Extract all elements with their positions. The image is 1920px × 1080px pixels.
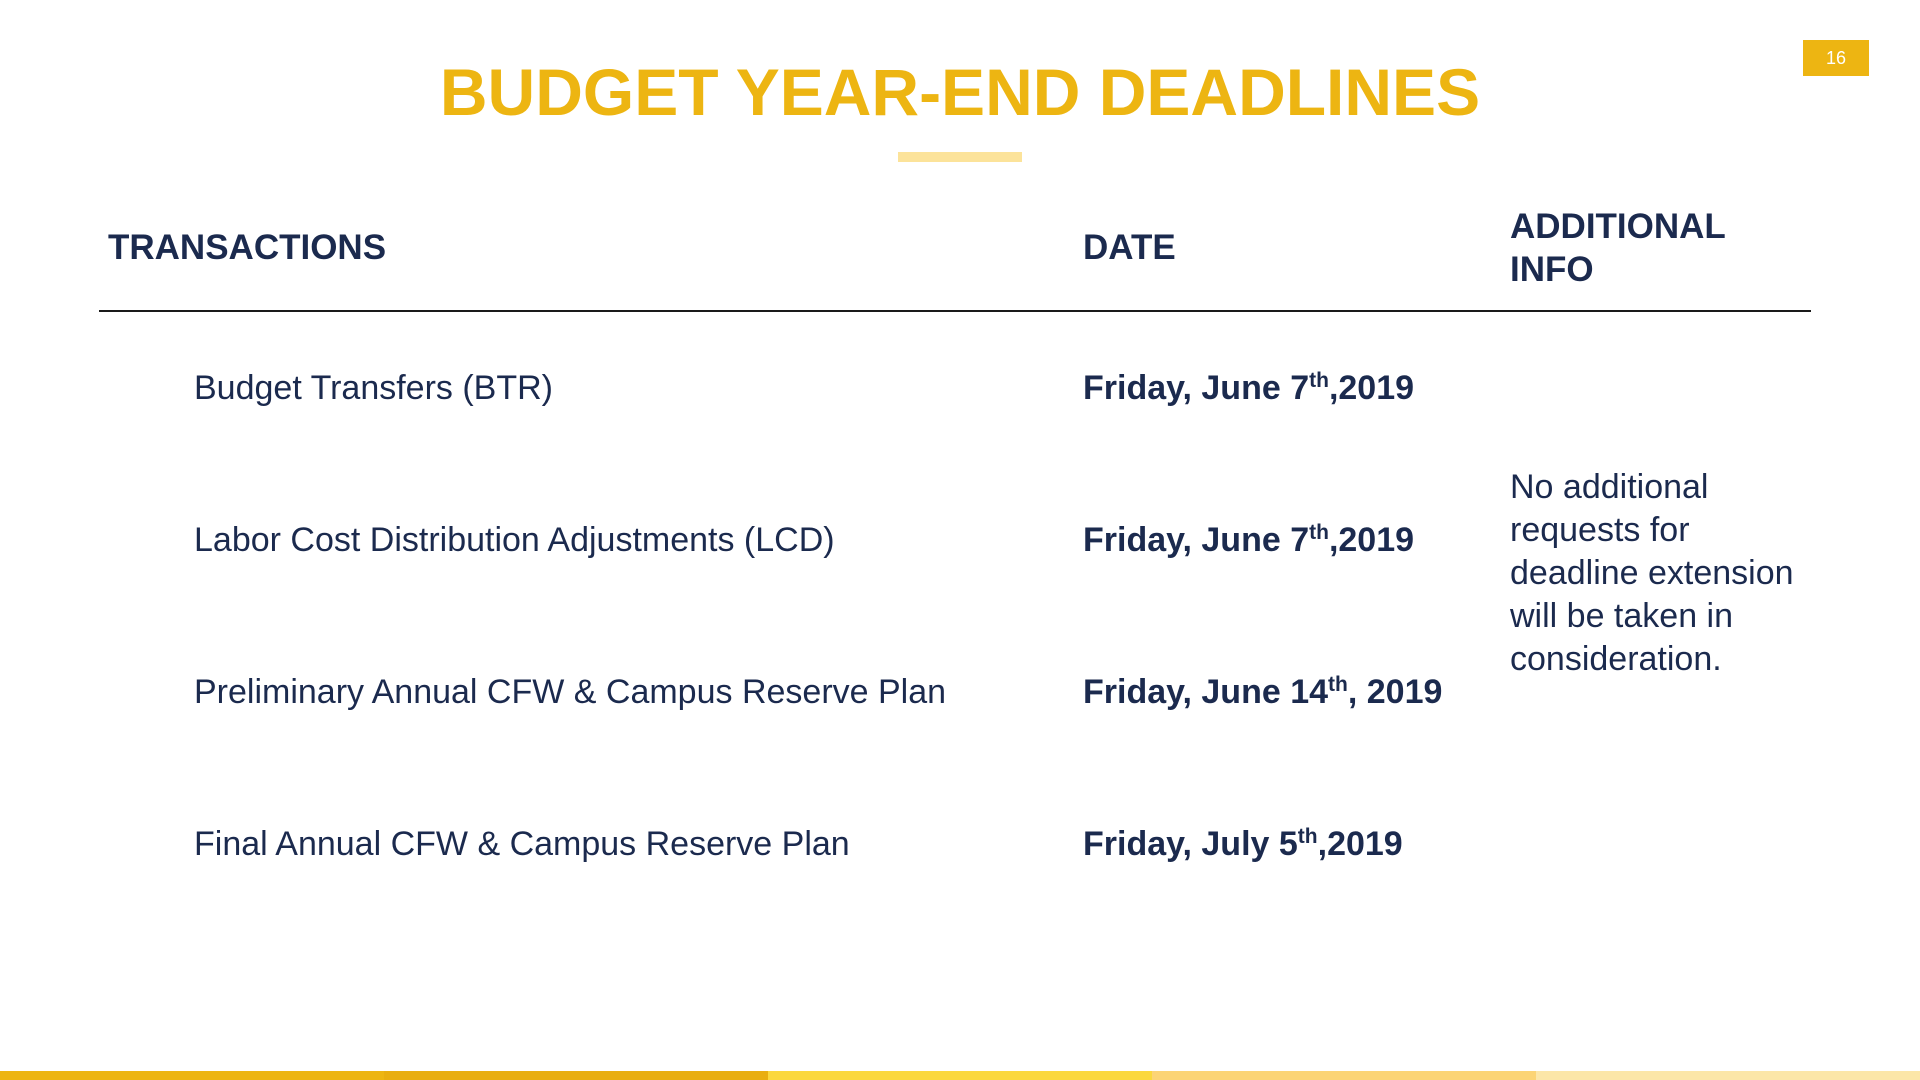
transaction-date: [1083, 672, 1442, 712]
column-header-transactions: TRANSACTIONS: [108, 228, 387, 267]
date-ordinal: th: [1297, 825, 1318, 848]
band-segment: [768, 1071, 1152, 1080]
band-segment: [384, 1071, 768, 1080]
additional-info-note: No additional requests for deadline extension will be taken in consideration.: [1510, 468, 1794, 678]
date-ordinal: th: [1309, 521, 1329, 544]
band-segment: [1536, 1071, 1920, 1080]
date-text: Friday, July 5: [1083, 825, 1298, 863]
transaction-label: Labor Cost Distribution Adjustments (LCD): [194, 521, 835, 559]
date-year: ,2019: [1328, 369, 1415, 407]
date-text: Friday, June 7: [1083, 369, 1310, 407]
page-number: 16: [1825, 47, 1847, 68]
transaction-date: [1083, 520, 1414, 560]
column-header-date: DATE: [1083, 228, 1176, 267]
bottom-color-band: [0, 1071, 1920, 1080]
slide-title: BUDGET YEAR-END DEADLINES: [439, 55, 1481, 129]
date-year: ,2019: [1317, 825, 1403, 863]
transaction-label: Preliminary Annual CFW & Campus Reserve Plan: [194, 673, 947, 711]
date-ordinal: th: [1328, 673, 1348, 696]
header-divider: [99, 310, 1811, 312]
title-underline: [898, 152, 1022, 162]
band-segment: [0, 1071, 384, 1080]
date-text: Friday, June 14: [1083, 673, 1329, 711]
transaction-date: [1083, 368, 1414, 408]
date-text: Friday, June 7: [1083, 521, 1310, 559]
band-segment: [1152, 1071, 1536, 1080]
column-header-additional-info: ADDITIONAL INFO: [1510, 207, 1726, 289]
transaction-label: Final Annual CFW & Campus Reserve Plan: [194, 825, 850, 863]
transaction-label: Budget Transfers (BTR): [194, 369, 554, 407]
date-year: , 2019: [1347, 673, 1443, 711]
transaction-date: [1083, 824, 1403, 864]
date-year: ,2019: [1328, 521, 1415, 559]
date-ordinal: th: [1309, 369, 1329, 392]
